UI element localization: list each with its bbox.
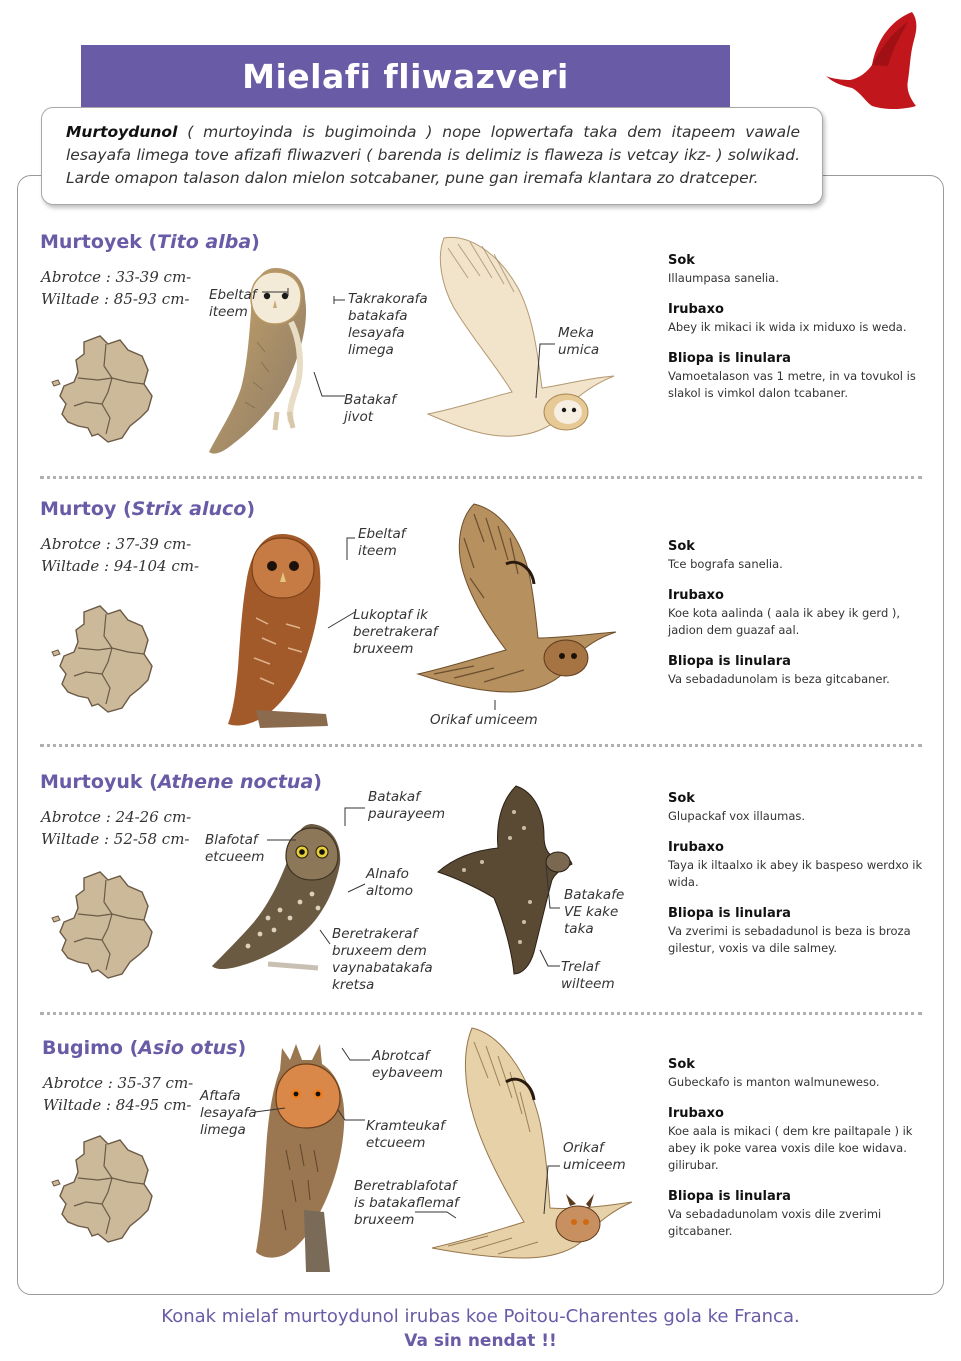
info-heading: Bliopa is linulara — [668, 351, 791, 366]
species-size: Abrotce : 24-26 cm- — [41, 808, 192, 826]
species-wingspan: Wiltade : 85-93 cm- — [41, 290, 190, 308]
footer-text: Konak mielaf murtoydunol irubas koe Poitou-Charentes gola ke Franca. — [161, 1306, 800, 1327]
separator — [40, 744, 922, 747]
long-eared-owl-perched-illustration — [246, 1040, 356, 1272]
info-text: Va sebadadunolam is beza gitcabaner. — [668, 672, 890, 686]
info-text: Glupackaf vox illaumas. — [668, 809, 806, 823]
info-text: Abey ik mikaci ik wida ix miduxo is weda. — [668, 320, 907, 334]
species-size: Abrotce : 33-39 cm- — [41, 268, 192, 286]
annotation-label: Batakaf paurayeem — [368, 789, 445, 822]
info-heading: Irubaxo — [668, 840, 724, 855]
info-text: Va sebadadunolam voxis dile zverimi gitcabaner. — [668, 1207, 882, 1238]
annotation-label: Ebeltaf iteem — [209, 287, 257, 320]
little-owl-flying-illustration — [434, 782, 574, 978]
annotation-label: Trelaf wilteem — [561, 959, 615, 992]
species-title: Murtoy (Strix aluco) — [40, 498, 256, 520]
info-heading: Irubaxo — [668, 1106, 724, 1121]
info-text: Gubeckafo is manton walmuneweso. — [668, 1075, 880, 1089]
title-banner — [81, 45, 730, 107]
info-heading: Sok — [668, 791, 695, 806]
annotation-label: Blafotaf etcueem — [205, 832, 265, 865]
info-heading: Bliopa is linulara — [668, 906, 791, 921]
annotation-label: Orikaf umiceem — [563, 1140, 626, 1173]
region-map-icon — [48, 330, 158, 450]
species-title: Bugimo (Asio otus) — [42, 1037, 247, 1059]
tawny-owl-perched-illustration — [216, 528, 336, 736]
species-info-panel — [668, 791, 923, 972]
annotation-label: Abrotcaf eybaveem — [372, 1048, 443, 1081]
info-heading: Sok — [668, 253, 695, 268]
annotation-label: Batakafe VE kake taka — [564, 887, 625, 937]
species-wingspan: Wiltade : 94-104 cm- — [41, 557, 200, 575]
species-size: Abrotce : 35-37 cm- — [43, 1074, 194, 1092]
annotation-label: Alnafo altomo — [366, 866, 413, 899]
annotation-label: Meka umica — [558, 325, 600, 358]
annotation-label: Ebeltaf iteem — [358, 526, 406, 559]
species-wingspan: Wiltade : 52-58 cm- — [41, 830, 190, 848]
page-title: Mielafi fliwazveri — [242, 56, 569, 96]
annotation-label: Takrakorafa batakafa lesayafa limega — [348, 291, 428, 358]
species-info-panel — [668, 1057, 923, 1255]
info-text: Taya ik iltaalxo ik abey ik baspeso werdxo ik wida. — [668, 858, 923, 889]
annotation-label: Beretrakeraf bruxeem dem vaynabatakafa kretsa — [332, 926, 433, 993]
info-text: Illaumpasa sanelia. — [668, 271, 779, 285]
annotation-label: Batakaf jivot — [344, 392, 396, 425]
region-map-icon — [48, 1130, 158, 1250]
annotation-label: Aftafa lesayafa limega — [200, 1088, 257, 1138]
species-wingspan: Wiltade : 84-95 cm- — [43, 1096, 192, 1114]
annotation-label: Beretrablafotaf is batakaflemaf bruxeem — [354, 1178, 459, 1228]
annotation-label: Kramteukaf etcueem — [366, 1118, 445, 1151]
intro-box — [41, 107, 823, 205]
info-heading: Irubaxo — [668, 302, 724, 317]
tawny-owl-flying-illustration — [414, 498, 620, 698]
bird-logo-icon — [822, 10, 922, 112]
annotation-label: Lukoptaf ik beretrakeraf bruxeem — [353, 607, 438, 657]
species-info-panel — [668, 539, 923, 703]
annotation-label: Orikaf umiceem — [430, 712, 538, 728]
info-text: Koe aala is mikaci ( dem kre pailtapale ) ik abey ik poke varea voxis dile koe widava. gilirubar. — [668, 1124, 913, 1172]
info-heading: Irubaxo — [668, 588, 724, 603]
info-heading: Bliopa is linulara — [668, 654, 791, 669]
info-text: Koe kota aalinda ( aala ik abey ik gerd ), jadion dem guazaf aal. — [668, 606, 901, 637]
species-size: Abrotce : 37-39 cm- — [41, 535, 192, 553]
region-map-icon — [48, 866, 158, 986]
info-text: Vamoetalason vas 1 metre, in va tovukol is slakol is vimkol dalon tcabaner. — [668, 369, 916, 400]
info-heading: Bliopa is linulara — [668, 1189, 791, 1204]
footer-callout: Va sin nendat !! — [404, 1331, 557, 1351]
info-text: Tce bografa sanelia. — [668, 557, 783, 571]
species-info-panel — [668, 253, 923, 417]
info-text: Va zverimi is sebadadunol is beza is broza gilestur, voxis va dile salmey. — [668, 924, 911, 955]
separator — [40, 1012, 922, 1015]
info-heading: Sok — [668, 1057, 695, 1072]
separator — [40, 476, 922, 479]
intro-lead: Murtoydunol — [66, 123, 178, 141]
species-title: Murtoyek (Tito alba) — [40, 231, 260, 253]
region-map-icon — [48, 600, 158, 720]
species-title: Murtoyuk (Athene noctua) — [40, 771, 322, 793]
intro-text: ( murtoyinda is bugimoinda ) nope lopwertafa taka dem itapeem vawale lesayafa limega tove afizafi fliwazveri ( barenda is delimiz is flaweza is vetcay ikz- ) solwikad. Larde omapon talason dalon mielon sotcabaner, pune gan iremafa klantara zo dratceper. — [66, 123, 800, 187]
info-heading: Sok — [668, 539, 695, 554]
